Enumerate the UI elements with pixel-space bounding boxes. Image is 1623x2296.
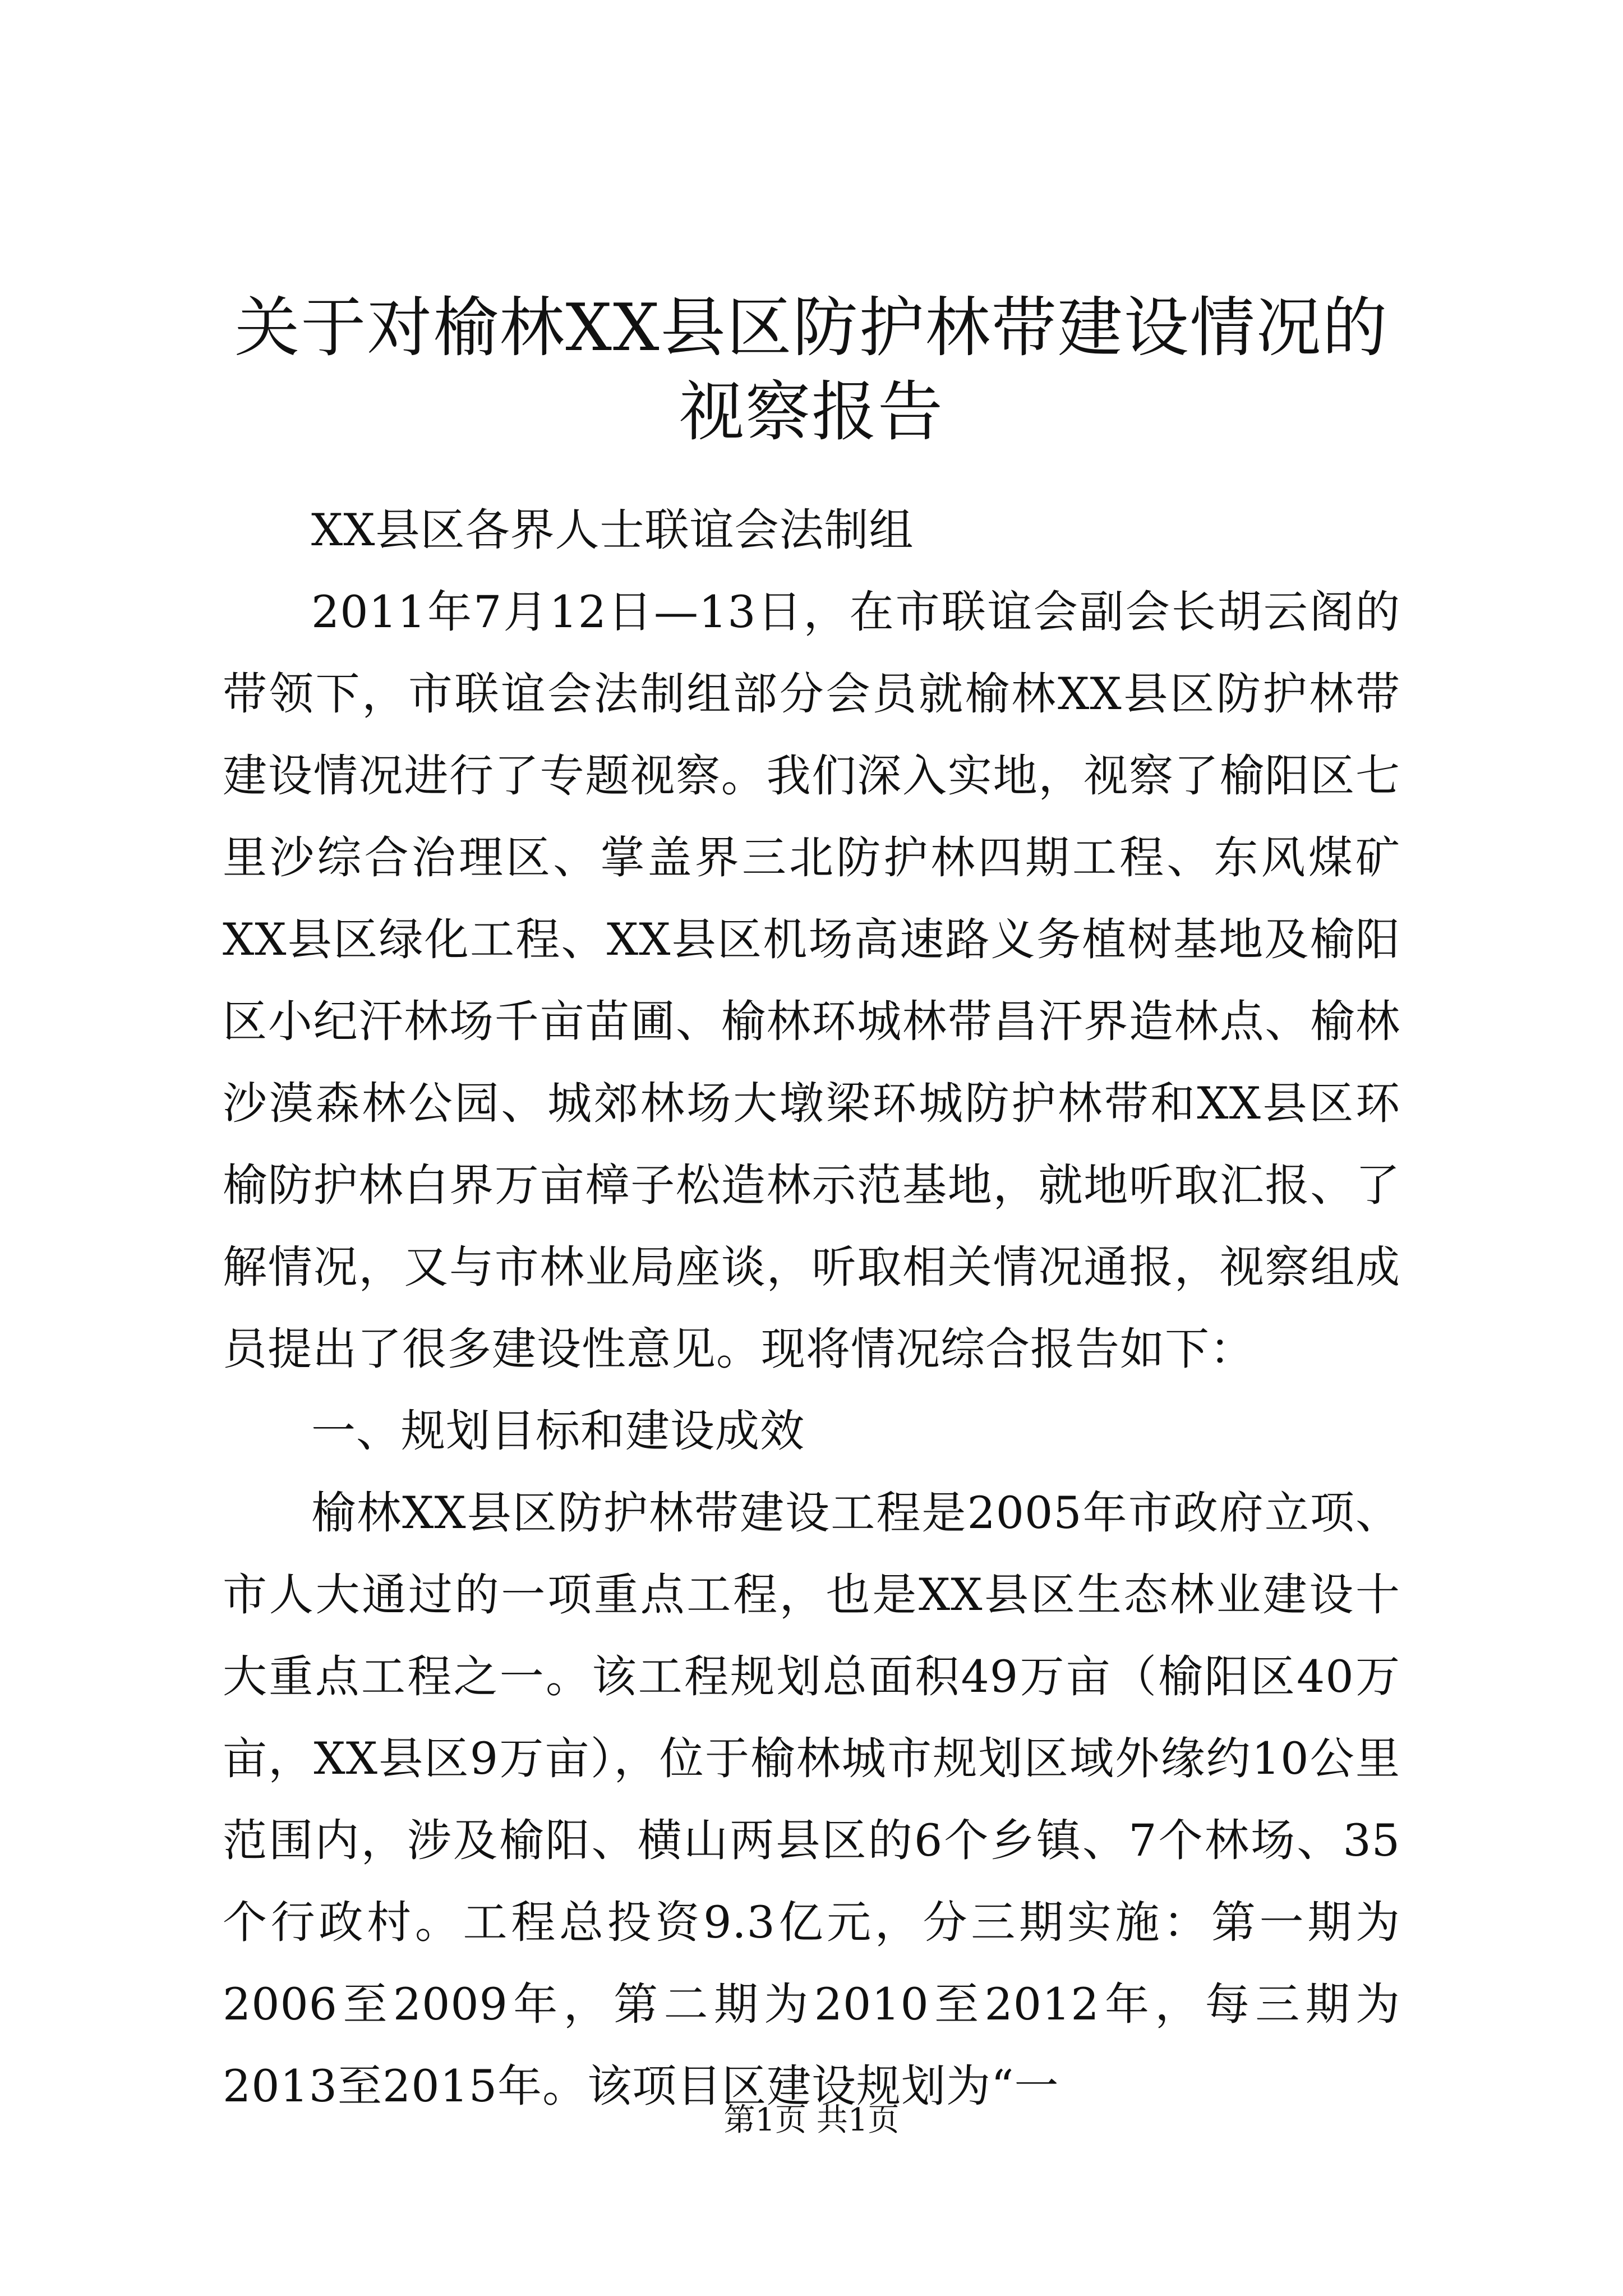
section-paragraph: 榆林XX县区防护林带建设工程是2005年市政府立项、市人大通过的一项重点工程，也是XX县区生态林业建设十大重点工程之一。该工程规划总面积49万亩（榆阳区40万亩，XX县区9万亩），位于榆林城市规划区域外缘约10公里范围内，涉及榆阳、横山两县区的6个乡镇、7个林场、35个行政村。工程总投资9.3亿元，分三期实施：第一期为2006至2009年，第二期为2010至2012年，每三期为2013至2015年。该项目区建设规划为“一 xyxy=(223,1487,1400,2112)
document-body xyxy=(223,489,1400,2127)
author-line: XX县区各界人士联谊会法制组 xyxy=(311,504,914,556)
document-title: 关于对榆林XX县区防护林带建设情况的视察报告 xyxy=(234,290,1389,450)
intro-paragraph: 2011年7月12日—13日，在市联谊会副会长胡云阁的带领下，市联谊会法制组部分会员就榆林XX县区防护林带建设情况进行了专题视察。我们深入实地，视察了榆阳区七里沙综合治理区、掌盖界三北防护林四期工程、东风煤矿XX县区绿化工程、XX县区机场高速路义务植树基地及榆阳区小纪汗林场千亩苗圃、榆林环城林带昌汗界造林点、榆林沙漠森林公园、城郊林场大墩梁环城防护林带和XX县区环榆防护林白界万亩樟子松造林示范基地，就地听取汇报、了解情况，又与市林业局座谈，听取相关情况通报，视察组成员提出了很多建设性意见。现将情况综合报告如下： xyxy=(223,586,1400,1375)
page-footer: 第1页 共1页 xyxy=(723,2102,900,2138)
section-heading: 一、规划目标和建设成效 xyxy=(311,1405,805,1457)
